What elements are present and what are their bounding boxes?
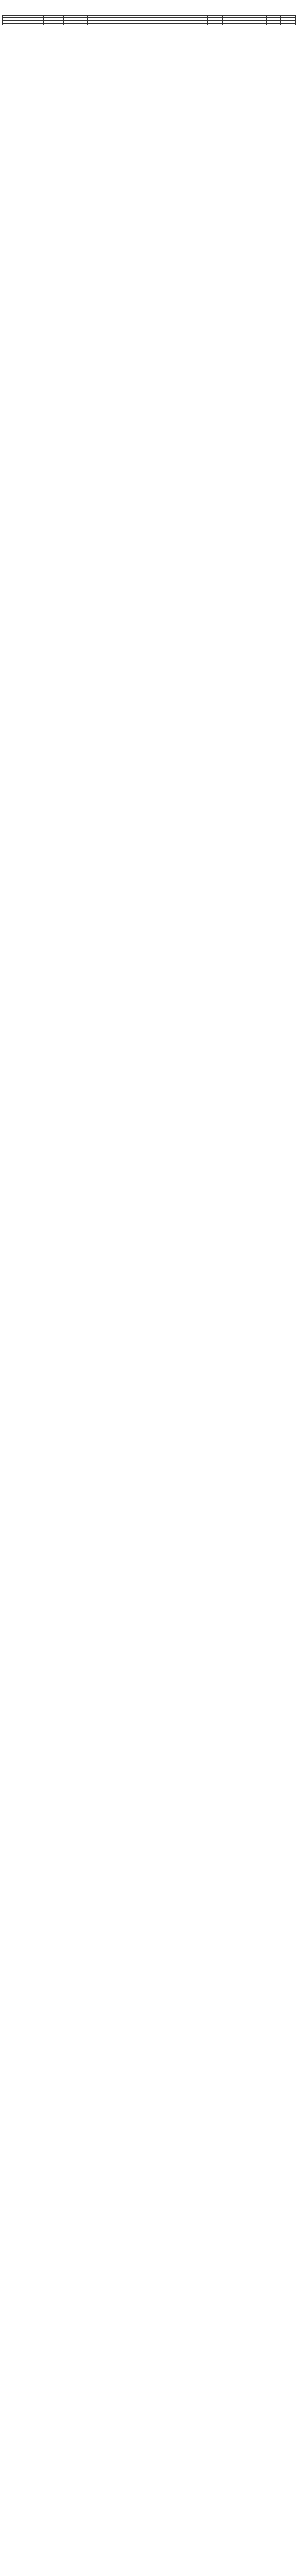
table-cell: [64, 24, 88, 25]
table-cell: [222, 24, 237, 25]
table-row: [3, 24, 296, 25]
document-page: [0, 0, 298, 32]
document-title: [2, 5, 296, 12]
table-cell: [267, 24, 281, 25]
table-body: [3, 18, 296, 25]
table-cell: [3, 24, 14, 25]
table-cell: [14, 24, 26, 25]
data-table: [2, 15, 296, 25]
table-cell: [208, 24, 222, 25]
table-cell: [87, 24, 207, 25]
table-cell: [237, 24, 252, 25]
table-cell: [26, 24, 43, 25]
table-cell: [281, 24, 296, 25]
table-cell: [43, 24, 64, 25]
table-cell: [252, 24, 266, 25]
